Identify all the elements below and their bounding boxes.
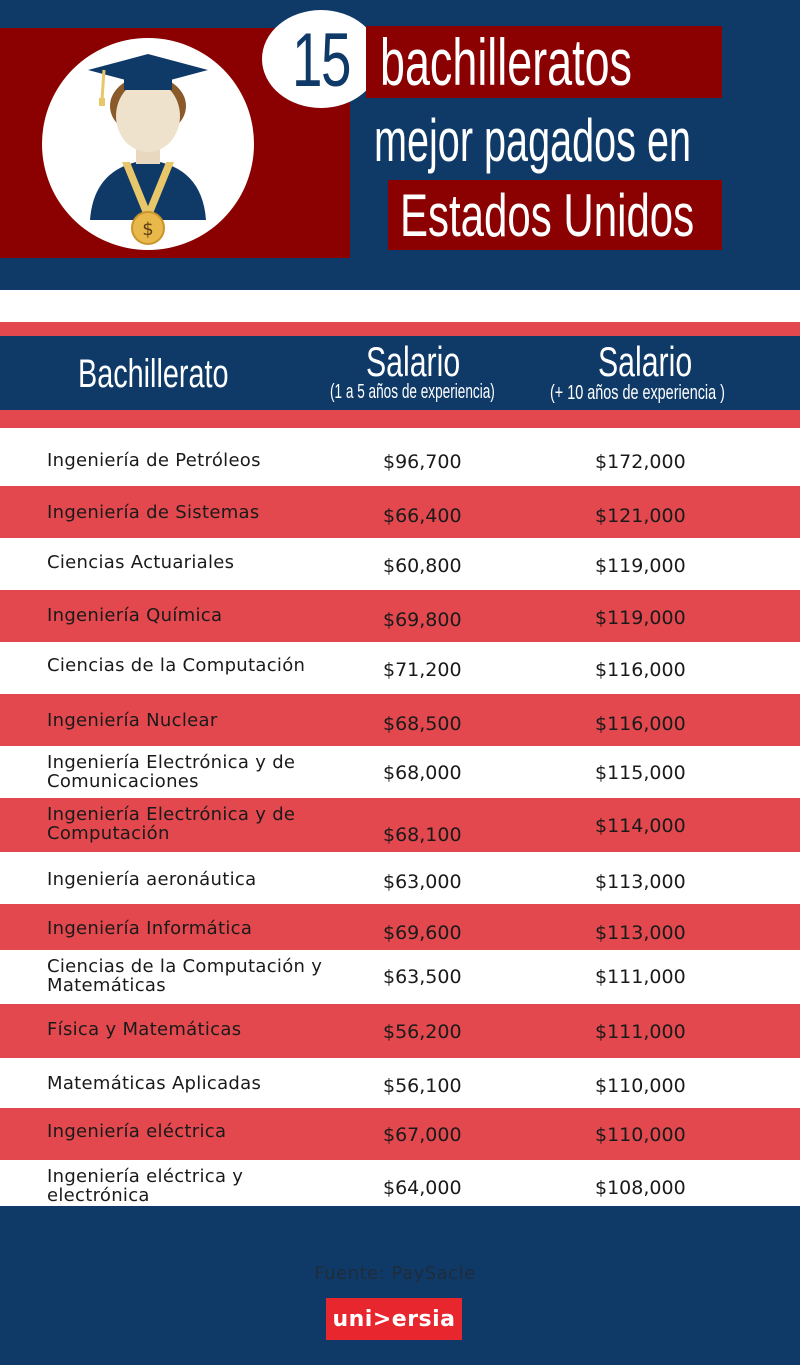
column-header-salary-mid: Salario: [598, 338, 693, 385]
salary-early-value: $68,100: [383, 824, 462, 846]
major-name-line: Ingeniería eléctrica y: [47, 1166, 244, 1187]
table-row: [0, 538, 800, 590]
major-name-line: Ciencias Actuariales: [47, 552, 235, 573]
major-name: [47, 1167, 243, 1205]
salary-early-value: $64,000: [383, 1177, 462, 1199]
salary-early-value: $60,800: [383, 555, 462, 577]
salary-mid-value: $172,000: [595, 451, 686, 473]
salary-mid-value: $119,000: [595, 607, 686, 629]
table-row: [0, 694, 800, 746]
title-line2: mejor pagados en: [374, 107, 692, 174]
graduate-avatar-icon: [42, 38, 254, 250]
salary-early-value: $67,000: [383, 1124, 462, 1146]
major-name-line: Ingeniería Química: [47, 605, 223, 626]
major-name: [47, 1020, 241, 1039]
salary-early-value: $66,400: [383, 505, 462, 527]
svg-text:$: $: [142, 219, 154, 240]
table-row: [0, 852, 800, 904]
major-name: [47, 553, 234, 572]
separator-red: [0, 322, 800, 336]
source-note: Fuente: PaySacle: [314, 1263, 476, 1284]
major-name-line: Computación: [47, 823, 170, 844]
major-name: [47, 957, 322, 995]
salary-mid-value: $110,000: [595, 1124, 686, 1146]
salary-mid-value: $116,000: [595, 659, 686, 681]
major-name-line: electrónica: [47, 1185, 150, 1206]
title-line3: Estados Unidos: [400, 182, 695, 249]
salary-early-value: $68,500: [383, 713, 462, 735]
major-name-line: Ingeniería aeronáutica: [47, 869, 257, 890]
major-name: [47, 606, 222, 625]
salary-mid-value: $116,000: [595, 713, 686, 735]
major-name: [47, 919, 252, 938]
major-name-line: Física y Matemáticas: [47, 1019, 242, 1040]
salary-mid-value: $110,000: [595, 1075, 686, 1097]
salary-early-value: $71,200: [383, 659, 462, 681]
column-header-salary-mid-note: (+ 10 años de experiencia ): [550, 382, 725, 404]
salary-early-value: $63,000: [383, 871, 462, 893]
major-name-line: Matemáticas Aplicadas: [47, 1073, 262, 1094]
universia-logo: [326, 1298, 462, 1340]
major-name-line: Comunicaciones: [47, 771, 199, 792]
table-row: [0, 486, 800, 538]
column-header-salary-early-note: (1 a 5 años de experiencia): [330, 381, 495, 403]
table-row: [0, 1108, 800, 1160]
table-row: [0, 904, 800, 950]
major-name: [47, 1074, 261, 1093]
major-name-line: Ciencias de la Computación: [47, 655, 306, 676]
salary-mid-value: $113,000: [595, 922, 686, 944]
major-name: [47, 753, 295, 791]
salary-mid-value: $121,000: [595, 505, 686, 527]
major-name-line: Ingeniería Nuclear: [47, 710, 218, 731]
salary-early-value: $56,100: [383, 1075, 462, 1097]
table-row: [0, 590, 800, 642]
major-name-line: Ingeniería Electrónica y de: [47, 752, 296, 773]
table-row: [0, 1004, 800, 1058]
major-name-line: Matemáticas: [47, 975, 166, 996]
avatar-circle: [42, 38, 254, 250]
salary-mid-value: $119,000: [595, 555, 686, 577]
salary-mid-value: $111,000: [595, 1021, 686, 1043]
major-name: [47, 451, 261, 470]
separator-red-lower: [0, 410, 800, 428]
salary-early-value: $56,200: [383, 1021, 462, 1043]
title-line1: bachilleratos: [380, 25, 632, 99]
salary-mid-value: $113,000: [595, 871, 686, 893]
major-name: [47, 870, 256, 889]
separator-white: [0, 290, 800, 322]
major-name: [47, 656, 305, 675]
salary-mid-value: $111,000: [595, 966, 686, 988]
salary-mid-value: $115,000: [595, 762, 686, 784]
major-name-line: Ciencias de la Computación y: [47, 956, 323, 977]
table-row: [0, 1160, 800, 1206]
column-header-major: Bachillerato: [78, 352, 229, 396]
salary-early-value: $96,700: [383, 451, 462, 473]
salary-early-value: $69,600: [383, 922, 462, 944]
table-row: [0, 428, 800, 486]
salary-mid-value: $108,000: [595, 1177, 686, 1199]
major-name-line: Ingeniería de Sistemas: [47, 502, 260, 523]
table-row: [0, 1058, 800, 1108]
major-name: [47, 805, 295, 843]
major-name: [47, 711, 218, 730]
table-row: [0, 746, 800, 798]
table-row: [0, 950, 800, 1004]
number-badge-text: 15: [291, 17, 350, 103]
logo-text: uni>ersia: [332, 1306, 456, 1332]
dollar-medal-icon: [132, 212, 164, 244]
major-name-line: Ingeniería eléctrica: [47, 1121, 227, 1142]
major-name: [47, 503, 260, 522]
salary-early-value: $68,000: [383, 762, 462, 784]
major-name-line: Ingeniería Informática: [47, 918, 253, 939]
table-row: [0, 642, 800, 694]
major-name-line: Ingeniería de Petróleos: [47, 450, 261, 471]
major-name-line: Ingeniería Electrónica y de: [47, 804, 296, 825]
salary-mid-value: $114,000: [595, 815, 686, 837]
table-row: [0, 798, 800, 852]
major-name: [47, 1122, 226, 1141]
column-header-salary-early: Salario: [366, 338, 461, 385]
salary-early-value: $63,500: [383, 966, 462, 988]
salary-early-value: $69,800: [383, 609, 462, 631]
